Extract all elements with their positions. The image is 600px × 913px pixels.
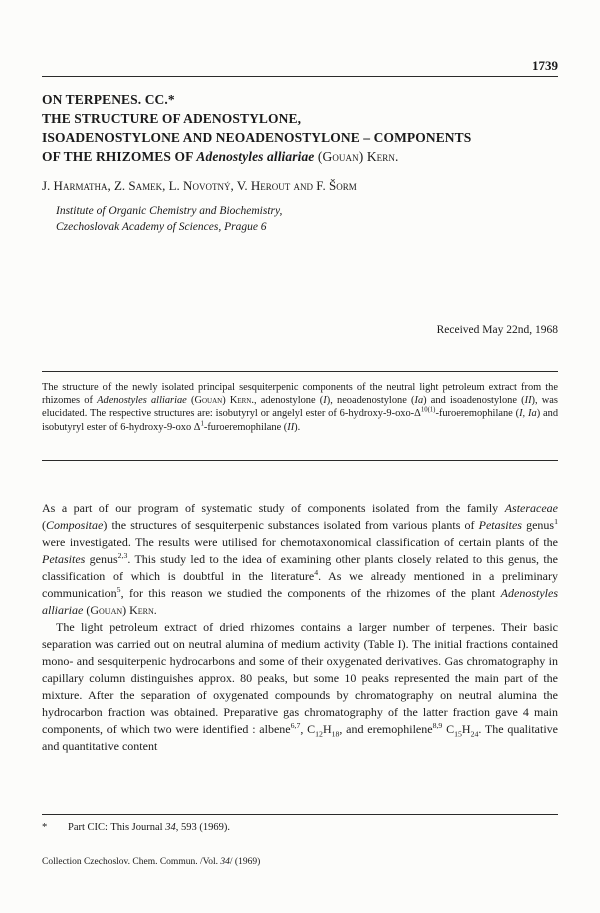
abstract-bottom-rule bbox=[42, 460, 558, 461]
abstract bbox=[42, 381, 558, 434]
title-line-3: ISOADENOSTYLONE AND NEOADENOSTYLONE – COMPONENTS bbox=[42, 130, 472, 145]
abstract-text: The structure of the newly isolated principal sesquiterpenic components of the neutral light petroleum extract from the rhizomes of Adenostyles alliariae (Gouan) Kern., adenostylone (I), neoadenostylone (Ia) and isoadenostylone (II), was elucidated. The respective structures are: isobutyryl or angelyl ester of $6-hydroxy-9-oxo-\Delta^{10(1)}$-furoeremophilane (I, Ia) and isobutyryl ester of 6-hydroxy-9-oxo $\Delta^1$-furoeremophilane (II). bbox=[42, 382, 559, 433]
abstract-top-rule bbox=[42, 371, 558, 372]
title-line-1: ON TERPENES. CC.* bbox=[42, 92, 175, 107]
page-number: 1739 bbox=[532, 58, 558, 73]
title-text: . bbox=[394, 149, 399, 164]
footnote-rule bbox=[42, 814, 558, 815]
header-rule bbox=[42, 76, 558, 77]
received-date: Received May 22nd, 1968 bbox=[436, 324, 558, 336]
paragraph-2: The light petroleum extract of dried rhizomes contains a larger number of terpenes. Their basic separation was carried out on neutral alumina of medium activity (Table I). The initial fractions contained mono- and sesquiterpenic hydrocarbons and some of their oxygenated derivatives. Gas chromatography in capillary column distinguishes approx. 80 peaks, but some 10 peaks represented the main part of the mixture. After the separation of oxygenated compounds by chromatography on neutral alumina the hydrocarbon fraction was obtained. Preparative gas chromatography of the latter fraction gave 4 main components, of which two were identified : albene$^{6,7}$, $C_{12}H_{18}$, and eremophilene$^{8,9}$ $C_{15}H_{24}$. The qualitative and quantitative content bbox=[42, 620, 558, 753]
title-text: ( bbox=[314, 149, 323, 164]
footnote-marker: * bbox=[42, 822, 48, 833]
affiliation-line-1: Institute of Organic Chemistry and Biochemistry, bbox=[56, 205, 283, 217]
footnote: * Part CIC: This Journal 34, 593 (1969). bbox=[42, 822, 230, 833]
authors: J. Harmatha, Z. Samek, L. Novotný, V. Herout and F. Šorm bbox=[42, 178, 357, 193]
author-citation: Gouan bbox=[322, 149, 359, 164]
journal-footer: Collection Czechoslov. Chem. Commun. /Vol. 34/ (1969) bbox=[42, 857, 261, 867]
title-line-2: THE STRUCTURE OF ADENOSTYLONE, bbox=[42, 111, 302, 126]
author-citation: Kern bbox=[366, 149, 395, 164]
body-text bbox=[42, 500, 558, 755]
title-line-4 bbox=[42, 149, 398, 165]
paragraph-1: As a part of our program of systematic study of components isolated from the family Asteraceae (Compositae) the structures of sesquiterpenic substances isolated from various plants of Petasites genus$^1$ were investigated. The results were utilised for chemotaxonomical classification of certain plants of the Petasites genus$^{2,3}$. This study led to the idea of examining other plants closely related to this genus, the classification of which is doubtful in the literature$^4$. As we already mentioned in a preliminary communication$^5$, for this reason we studied the components of the rhizomes of the plant Adenostyles alliariae (Gouan) Kern. bbox=[42, 501, 558, 617]
title-text: OF THE RHIZOMES OF bbox=[42, 149, 197, 164]
species-name: Adenostyles alliariae bbox=[196, 149, 315, 164]
affiliation-line-2: Czechoslovak Academy of Sciences, Prague 6 bbox=[56, 221, 267, 233]
title-text: ) bbox=[358, 149, 367, 164]
